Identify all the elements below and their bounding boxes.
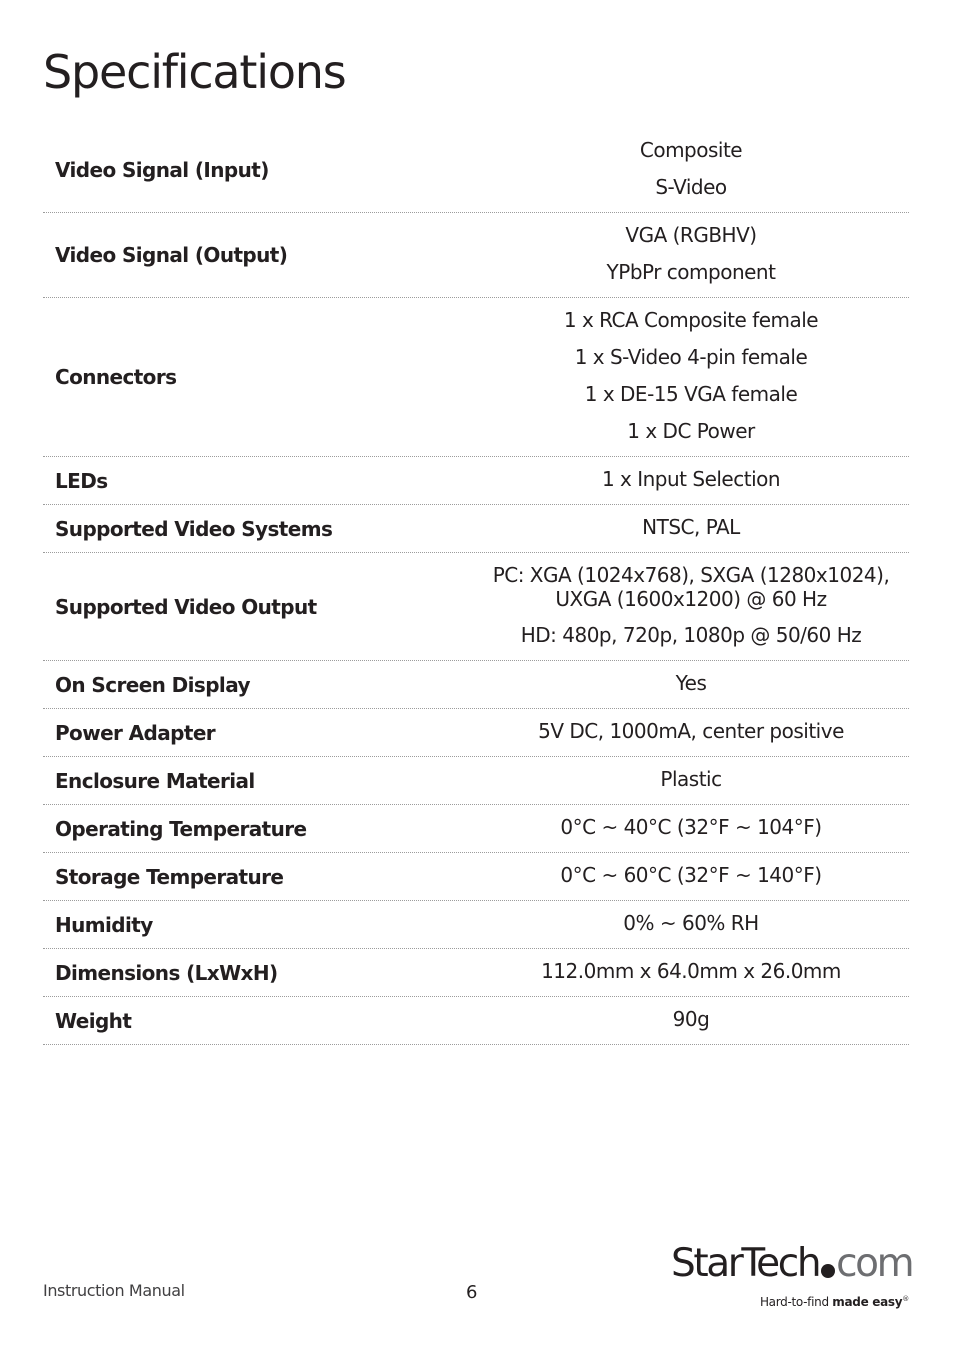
- spec-label: On Screen Display: [55, 672, 250, 697]
- spec-value: 0°C ~ 60°C (32°F ~ 140°F): [560, 863, 822, 887]
- spec-values: [473, 757, 909, 804]
- spec-row: [43, 949, 909, 997]
- spec-row: [43, 213, 909, 298]
- spec-table: [43, 128, 909, 1045]
- logo-brand: StarTech: [671, 1241, 820, 1286]
- spec-values: [473, 128, 909, 212]
- spec-row: [43, 553, 909, 661]
- spec-label: Video Signal (Output): [55, 243, 288, 267]
- spec-value: VGA (RGBHV): [625, 223, 757, 247]
- spec-row: [43, 505, 909, 553]
- spec-value: 112.0mm x 64.0mm x 26.0mm: [541, 959, 841, 983]
- spec-value: Plastic: [660, 767, 722, 791]
- spec-values: [473, 661, 909, 708]
- spec-row: [43, 901, 909, 949]
- spec-label: Weight: [55, 1008, 132, 1033]
- spec-value: PC: XGA (1024x768), SXGA (1280x1024), UXGA (1600x1200) @ 60 Hz: [492, 563, 890, 611]
- spec-row: [43, 457, 909, 505]
- spec-value: 1 x Input Selection: [601, 467, 781, 491]
- logo-tagline-light: Hard-to-find: [759, 1295, 833, 1309]
- spec-row: [43, 757, 909, 805]
- page-number: 6: [466, 1282, 478, 1303]
- spec-label: Operating Temperature: [55, 816, 307, 841]
- spec-label: Humidity: [55, 912, 153, 937]
- spec-value: 0°C ~ 40°C (32°F ~ 104°F): [560, 815, 822, 839]
- spec-values: [473, 997, 909, 1044]
- spec-row: [43, 128, 909, 213]
- registered-mark: ®: [902, 1295, 909, 1303]
- spec-values: [473, 709, 909, 756]
- spec-row: [43, 805, 909, 853]
- spec-label: LEDs: [55, 468, 108, 493]
- spec-row: [43, 661, 909, 709]
- spec-values: [473, 505, 909, 552]
- logo-brand-suffix: com: [836, 1241, 913, 1286]
- spec-value: 1 x DC Power: [627, 419, 755, 443]
- spec-value: Yes: [675, 671, 707, 695]
- spec-value: 90g: [672, 1007, 710, 1031]
- logo-tagline-bold: made easy: [832, 1295, 903, 1309]
- spec-value: 5V DC, 1000mA, center positive: [538, 719, 844, 743]
- spec-row: [43, 709, 909, 757]
- logo-wordmark: [671, 1241, 913, 1286]
- spec-value: S-Video: [655, 175, 727, 199]
- spec-label: Supported Video Output: [55, 594, 317, 619]
- page-title: Specifications: [43, 45, 346, 99]
- logo-tagline: [760, 1295, 909, 1309]
- spec-value: 1 x DE-15 VGA female: [584, 382, 798, 406]
- spec-values: [473, 553, 909, 660]
- spec-value: HD: 480p, 720p, 1080p @ 50/60 Hz: [520, 623, 862, 647]
- logo-dot-icon: [821, 1264, 835, 1278]
- spec-row: [43, 298, 909, 457]
- spec-value: 1 x S-Video 4-pin female: [574, 345, 808, 369]
- spec-values: [473, 213, 909, 297]
- spec-value: NTSC, PAL: [642, 515, 740, 539]
- footer-doc-type: Instruction Manual: [43, 1281, 185, 1300]
- spec-label: Supported Video Systems: [55, 516, 333, 541]
- spec-values: [473, 457, 909, 504]
- spec-value: YPbPr component: [606, 260, 776, 284]
- spec-value: 0% ~ 60% RH: [623, 911, 759, 935]
- spec-label: Dimensions (LxWxH): [55, 960, 278, 985]
- spec-values: [473, 805, 909, 852]
- spec-label: Storage Temperature: [55, 864, 284, 889]
- spec-values: [473, 901, 909, 948]
- spec-values: [473, 949, 909, 996]
- spec-values: [473, 853, 909, 900]
- spec-value: Composite: [639, 138, 743, 162]
- spec-label: Enclosure Material: [55, 768, 255, 793]
- spec-values: [473, 298, 909, 456]
- spec-label: Power Adapter: [55, 720, 216, 745]
- startech-logo: [671, 1241, 913, 1316]
- spec-value: 1 x RCA Composite female: [563, 308, 819, 332]
- spec-row: [43, 997, 909, 1045]
- spec-label: Video Signal (Input): [55, 158, 269, 182]
- spec-label: Connectors: [55, 365, 177, 389]
- spec-row: [43, 853, 909, 901]
